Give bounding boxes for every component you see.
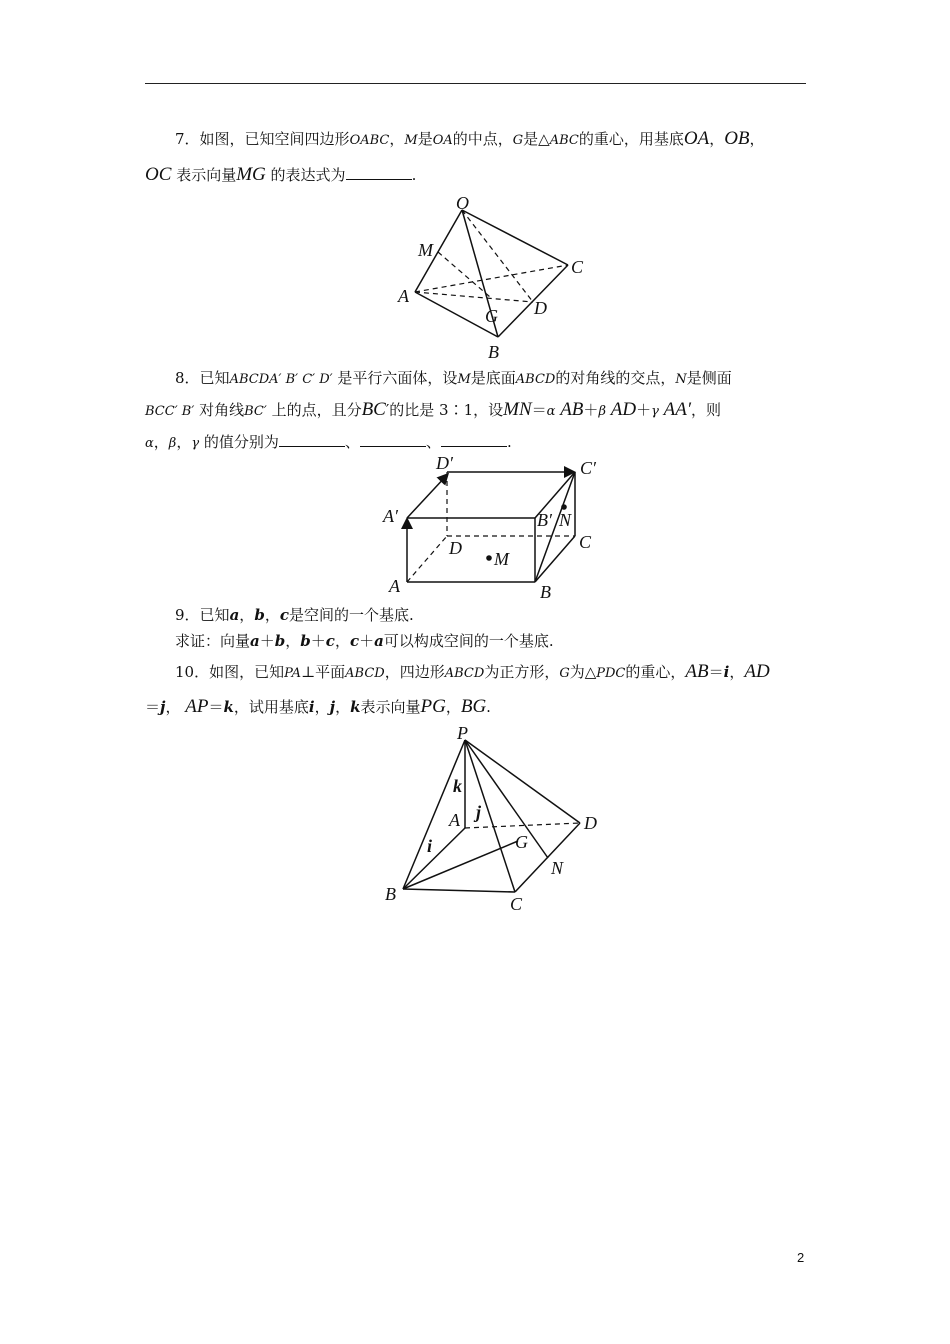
- q10-var: G: [559, 666, 570, 681]
- q7-var: OA: [432, 133, 453, 148]
- label-k: k: [453, 776, 462, 796]
- q7-text: ，: [389, 130, 405, 148]
- q10-text: 为△: [569, 663, 597, 681]
- q10-text: ，四边形: [384, 663, 445, 681]
- q7-text: 如图，已知空间四边形: [199, 130, 350, 148]
- label-j: j: [476, 802, 482, 822]
- q7-var: OABC: [349, 133, 390, 148]
- q10-text: 如图，已知: [209, 663, 285, 681]
- parallelepiped-figure: [375, 450, 615, 605]
- label-B: B: [540, 582, 551, 602]
- q10-var: i: [308, 698, 315, 716]
- q10-text: ＝: [708, 663, 724, 681]
- q9-text: ＋: [359, 632, 375, 650]
- q8-var: β: [168, 436, 177, 451]
- q8-text: ＋: [583, 401, 599, 419]
- q8-text: 、: [344, 433, 360, 451]
- label-C: C: [510, 894, 523, 914]
- q8-text: ＋: [636, 401, 652, 419]
- label-G: G: [515, 832, 528, 852]
- q9-var: a: [374, 632, 384, 650]
- answer-blank: [441, 432, 507, 447]
- q9-number: 9．: [175, 606, 200, 624]
- q10-text: 的重心，: [625, 663, 686, 681]
- label-C: C: [579, 532, 592, 552]
- q8-text: 是侧面: [686, 369, 732, 387]
- q10-text: ＝: [145, 698, 161, 716]
- q8-var: M: [457, 372, 471, 387]
- q10-line2: [145, 696, 810, 718]
- q9-text: 求证：向量: [175, 632, 251, 650]
- q9-var: b: [254, 606, 265, 624]
- q8-var: α: [546, 404, 556, 419]
- q10-var: j: [160, 698, 166, 716]
- label-N: N: [559, 510, 572, 530]
- label-A: A: [449, 810, 460, 830]
- q8-text: 上的点，且分: [271, 401, 362, 419]
- q10-text: 为正方形，: [484, 663, 560, 681]
- q10-text: .: [486, 698, 491, 716]
- q8-text: ，: [153, 433, 169, 451]
- q8-text: 、: [425, 433, 441, 451]
- q7-vector: OC: [145, 164, 172, 185]
- q8-var: β: [598, 404, 606, 419]
- answer-blank: [346, 165, 412, 180]
- q7-var: G: [512, 133, 524, 148]
- q8-text: 是平行六面体，设: [337, 369, 458, 387]
- q7-vector: OB: [724, 128, 750, 149]
- q7-text: 的重心，用基底: [578, 130, 684, 148]
- pyramid-figure: [375, 722, 615, 917]
- q10-text: 表示向量: [360, 698, 421, 716]
- q8-var: α: [145, 436, 154, 451]
- q9-text: ，: [334, 632, 350, 650]
- label-A: A: [398, 286, 409, 306]
- q10-vector: AP: [185, 696, 209, 717]
- q8-var: γ: [651, 404, 659, 419]
- q9-var: c: [279, 606, 289, 624]
- q7-number: 7．: [175, 130, 200, 148]
- q8-var: ABCDA′ B′ C′ D′: [229, 372, 333, 387]
- answer-blank: [360, 432, 426, 447]
- q9-var: a: [229, 606, 240, 624]
- q7-text: ，: [709, 130, 725, 148]
- q8-vector: BC: [361, 399, 386, 420]
- q10-var: ABCD: [444, 666, 485, 681]
- q8-vector: AD: [610, 399, 637, 420]
- q7-var: ABC: [549, 133, 579, 148]
- label-G: G: [485, 306, 498, 326]
- q8-number: 8．: [175, 369, 200, 387]
- q9-text: 是空间的一个基底.: [288, 606, 414, 624]
- q9-text: 已知: [199, 606, 230, 624]
- q9-var: c: [349, 632, 360, 650]
- label-B-prime: B′: [537, 510, 552, 530]
- q8-var: ABCD: [515, 372, 556, 387]
- q9-var: a: [250, 632, 260, 650]
- label-A: A: [389, 576, 400, 596]
- q7-text: 的表达式为: [270, 166, 346, 184]
- q10-vector: PG: [420, 696, 446, 717]
- q9-line2: [145, 630, 840, 652]
- q8-text: ，则: [691, 401, 722, 419]
- label-D-prime: D′: [436, 453, 453, 473]
- q9-text: ＋: [259, 632, 275, 650]
- q8-var: BC′: [244, 404, 267, 419]
- q10-text: ＝: [208, 698, 224, 716]
- q9-var: b: [300, 632, 311, 650]
- q8-vector: AA′: [663, 399, 692, 420]
- q8-text: 的对角线的交点，: [555, 369, 676, 387]
- q9-line1: [145, 604, 840, 626]
- label-D: D: [584, 813, 597, 833]
- q7-vector: OA: [683, 128, 710, 149]
- q10-vector: BG: [460, 696, 487, 717]
- q10-number: 10．: [175, 663, 210, 681]
- q8-text: 的比是 3∶1，设: [389, 401, 504, 419]
- q10-var: i: [723, 663, 730, 681]
- q7-text: .: [411, 166, 417, 184]
- q10-text: ，: [314, 698, 330, 716]
- q7-var: M: [404, 133, 418, 148]
- q10-text: ，: [335, 698, 351, 716]
- q8-var: N: [675, 372, 687, 387]
- q9-var: b: [274, 632, 286, 650]
- q7-text: 是: [417, 130, 433, 148]
- label-M: M: [418, 240, 433, 260]
- q9-text: ，: [264, 606, 280, 624]
- q10-line1: [145, 661, 840, 685]
- label-i: i: [427, 836, 433, 856]
- label-P: P: [457, 723, 468, 743]
- q10-var: j: [329, 698, 336, 716]
- q7-text: 的中点，: [452, 130, 513, 148]
- q7-text: 表示向量: [176, 166, 237, 184]
- q8-text: 是底面: [470, 369, 516, 387]
- q8-var: γ: [191, 436, 200, 451]
- q7-line1: [145, 128, 840, 152]
- q9-text: ，: [239, 606, 255, 624]
- q10-text: ，: [165, 698, 181, 716]
- label-N: N: [551, 858, 564, 878]
- q10-var: k: [350, 698, 361, 716]
- q7-text: ，: [749, 130, 765, 148]
- q7-line2: [145, 164, 810, 186]
- q9-text: ＋: [310, 632, 326, 650]
- q8-text: .: [506, 433, 512, 451]
- q8-text: 已知: [199, 369, 230, 387]
- q8-vector: MN: [503, 399, 532, 420]
- q10-var: ABCD: [345, 666, 385, 681]
- q7-vector: MG: [236, 164, 266, 185]
- q10-var: k: [223, 698, 234, 716]
- label-M: M: [494, 549, 509, 569]
- q10-text: ，: [729, 663, 745, 681]
- label-C-prime: C′: [580, 458, 596, 478]
- q8-vector: AB: [560, 399, 584, 420]
- label-O: O: [456, 193, 469, 213]
- label-B: B: [488, 342, 499, 362]
- label-A-prime: A′: [383, 506, 398, 526]
- q7-text: 是△: [523, 130, 550, 148]
- label-B: B: [385, 884, 396, 904]
- header-rule: [145, 83, 806, 84]
- q8-text: ，: [176, 433, 192, 451]
- q10-var: PA: [284, 666, 302, 681]
- q8-text: ＝: [531, 401, 547, 419]
- q10-var: PDC: [596, 666, 626, 681]
- label-D: D: [534, 298, 547, 318]
- q9-text: 可以构成空间的一个基底.: [383, 632, 554, 650]
- label-D: D: [449, 538, 462, 558]
- q8-text: 的值分别为: [203, 433, 279, 451]
- q8-line1: [145, 367, 840, 391]
- q10-vector: AB: [685, 661, 709, 682]
- q8-text: ′: [385, 401, 390, 419]
- q8-var: BCC′ B′: [145, 404, 195, 419]
- q8-line2: [145, 399, 810, 423]
- page-number: 2: [797, 1250, 805, 1265]
- answer-blank: [279, 432, 345, 447]
- tetrahedron-figure: [390, 190, 590, 365]
- q10-text: ，: [445, 698, 461, 716]
- q8-text: 对角线: [199, 401, 245, 419]
- q10-text: ⊥平面: [301, 663, 346, 681]
- label-C: C: [571, 257, 584, 277]
- q10-text: ，试用基底: [233, 698, 309, 716]
- q10-vector: AD: [744, 661, 770, 682]
- q9-var: c: [325, 632, 335, 650]
- q9-text: ，: [285, 632, 301, 650]
